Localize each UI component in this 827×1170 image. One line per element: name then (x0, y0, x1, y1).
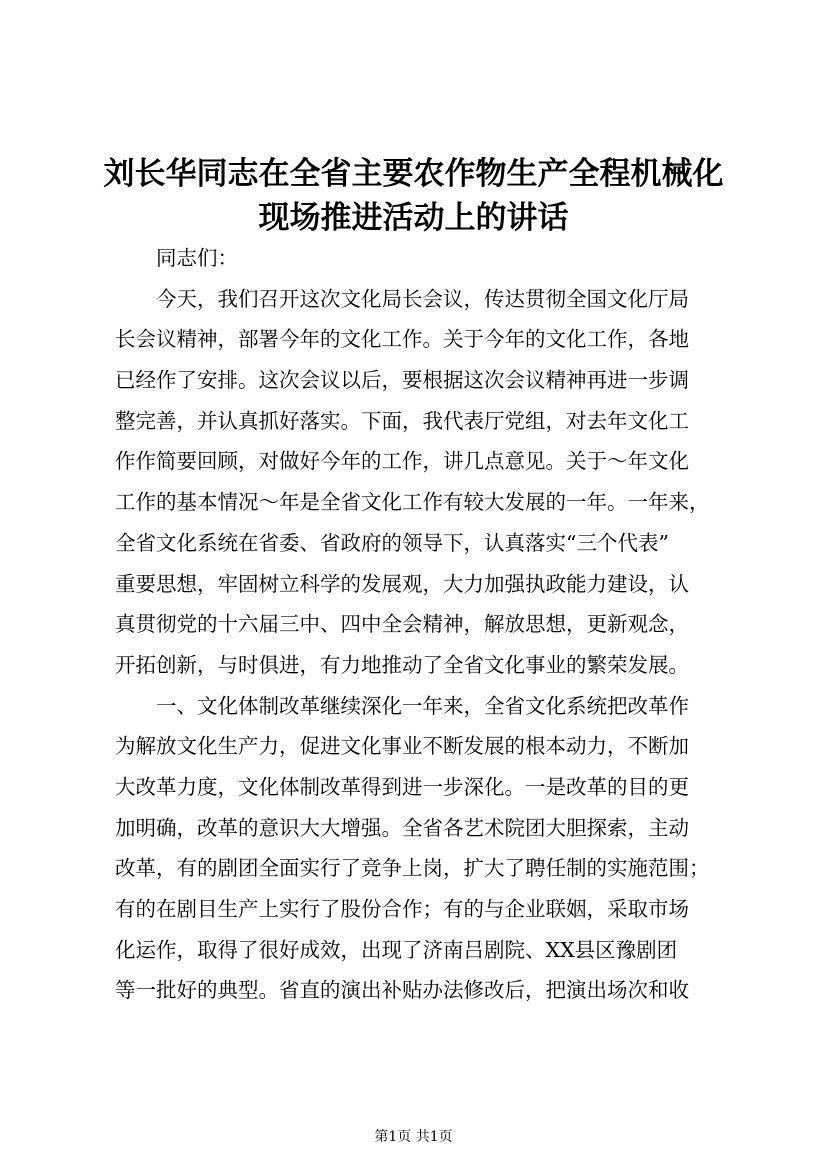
paragraph-line: 改革，有的剧团全面实行了竞争上岗，扩大了聘任制的实施范围； (115, 856, 710, 881)
paragraph-line: 开拓创新，与时俱进，有力地推动了全省文化事业的繁荣发展。 (115, 652, 689, 677)
document-body (115, 238, 740, 1011)
paragraph-line: 作作简要回顾，对做好今年的工作，讲几点意见。关于～年文化 (115, 449, 689, 474)
paragraph-line: 整完善，并认真抓好落实。下面，我代表厅党组，对去年文化工 (115, 408, 689, 433)
paragraph-line: 真贯彻党的十六届三中、四中全会精神，解放思想，更新观念， (115, 612, 689, 637)
paragraph-line: 等一批好的典型。省直的演出补贴办法修改后，把演出场次和收 (115, 978, 689, 1003)
page-number-footer: 第1页 共1页 (374, 1129, 453, 1145)
paragraph-line: 工作的基本情况～年是全省文化工作有较大发展的一年。一年来， (115, 490, 710, 515)
paragraph-line: 重要思想，牢固树立科学的发展观，大力加强执政能力建设，认 (115, 571, 689, 596)
salutation: 同志们： (156, 246, 238, 270)
paragraph-line: 加明确，改革的意识大大增强。全省各艺术院团大胆探索，主动 (115, 815, 689, 840)
paragraph-line: 化运作，取得了很好成效，出现了济南吕剧院、XX县区豫剧团 (115, 937, 678, 962)
document-title-line-1: 刘长华同志在全省主要农作物生产全程机械化 (103, 156, 724, 192)
paragraph-line: 有的在剧目生产上实行了股份合作；有的与企业联姻，采取市场 (115, 897, 689, 921)
paragraph-line: 已经作了安排。这次会议以后，要根据这次会议精神再进一步调 (115, 368, 689, 393)
paragraph-line: 一、文化体制改革继续深化一年来，全省文化系统把改革作 (156, 693, 689, 718)
paragraph-line: 为解放文化生产力，促进文化事业不断发展的根本动力，不断加 (115, 734, 689, 759)
paragraph-line: 全省文化系统在省委、省政府的领导下，认真落实“三个代表” (115, 530, 669, 555)
paragraph-line: 今天，我们召开这次文化局长会议，传达贯彻全国文化厅局 (156, 286, 689, 311)
paragraph-line: 长会议精神，部署今年的文化工作。关于今年的文化工作，各地 (115, 327, 689, 352)
paragraph-line: 大改革力度，文化体制改革得到进一步深化。一是改革的目的更 (115, 774, 689, 799)
document-title-line-2: 现场推进活动上的讲话 (258, 200, 569, 236)
